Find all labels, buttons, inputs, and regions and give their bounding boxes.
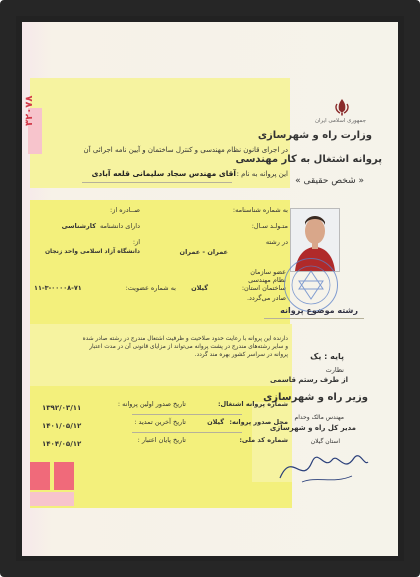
- emblem-caption: جمهوری اسلامی ایران: [314, 118, 366, 124]
- official-stamp: [284, 258, 338, 312]
- pink-square: [54, 462, 74, 490]
- field-label: در رشته: [265, 238, 288, 246]
- license-number-label: شماره پروانه اشتغال:: [217, 400, 288, 408]
- engineer: مهندس مالک وحدام: [294, 414, 344, 421]
- university: دانشگاه آزاد اسلامی واحد زنجان: [44, 248, 140, 255]
- yellow-block-middle: [30, 200, 290, 324]
- license-document: [22, 22, 398, 556]
- pink-strip: [30, 492, 74, 506]
- last-renewal-label: تاریخ آخرین تمدید :: [134, 418, 186, 426]
- expiry-label: تاریخ پایان اعتبار :: [137, 436, 186, 444]
- grade: پایه : یک: [310, 352, 344, 361]
- degree-label: دارای دانشنامه: [99, 222, 140, 230]
- membership-number: ۱۱-۳-۰۰۰۰۸-۷۱: [34, 284, 82, 292]
- national-code-label: شماره کد ملی:: [239, 436, 288, 444]
- membership-label: به شماره عضویت:: [125, 284, 176, 292]
- serial-number: ۳۲۰۷۸: [24, 95, 35, 126]
- province-office: استان گیلان: [310, 438, 340, 445]
- license-title: پروانه اشتغال به کار مهندسی: [235, 154, 382, 165]
- divider: [132, 414, 242, 415]
- ministry-title: وزارت راه و شهرسازی: [257, 130, 372, 141]
- id-number-label: به شماره شناسنامه:: [232, 206, 288, 214]
- from-label: از:: [132, 238, 140, 246]
- issue-place-value: گیلان: [207, 418, 224, 426]
- divider: [264, 318, 364, 319]
- director: مدیر کل راه و شهرسازی: [269, 424, 356, 432]
- law-line: در اجرای قانون نظام مهندسی و کنترل ساختمان و آیین نامه اجرائی آن: [83, 146, 288, 154]
- issue-place-label: محل صدور پروانه:: [229, 418, 288, 426]
- province: گیلان: [191, 284, 208, 292]
- minister: وزیر راه و شهرسازی: [263, 392, 368, 403]
- member-line-3: ساختمان استان:: [241, 284, 286, 292]
- stamp-text: رشته موضوع پروانه: [280, 306, 358, 315]
- note-line-3: پروانه در سراسر کشور بهره مند گردد.: [194, 352, 288, 358]
- first-issue-label: تاریخ صدور اولین پروانه :: [117, 400, 186, 408]
- first-issue-value: ۱۳۹۲/۰۳/۱۱: [42, 404, 82, 412]
- last-renewal-value: ۱۴۰۱/۰۵/۱۲: [42, 422, 82, 430]
- note-line-2: و سایر رشته‌های مندرج در پشت پروانه می‌تواند از مزایای قانونی آن در مدت اعتبار: [89, 344, 288, 350]
- person-type: « شخص حقیقی »: [295, 176, 364, 186]
- emblem-icon: [334, 98, 350, 116]
- issued-statement: صادر می‌گردد.: [246, 294, 286, 302]
- divider: [82, 182, 232, 183]
- member-line-1: عضو سازمان: [250, 268, 286, 276]
- expiry-value: ۱۴۰۴/۰۵/۱۲: [42, 440, 82, 448]
- competence: نظارت: [325, 366, 344, 374]
- holder-name: آقای مهندس سجاد سلیمانی قلعه آبادی: [91, 169, 236, 178]
- member-line-2: نظام مهندسی: [248, 276, 286, 284]
- degree-value: کارشناسی: [61, 222, 96, 230]
- issued-from-label: صــادره از:: [110, 206, 140, 214]
- field-value: عمران - عمران: [179, 248, 228, 256]
- birth-label: متـولـد سـال:: [251, 222, 288, 230]
- pink-square: [30, 462, 50, 490]
- on-behalf: از طرف رستم قاسمی: [270, 376, 348, 384]
- signature-icon: [272, 440, 372, 490]
- issued-to-label: این پروانه به نام :: [236, 170, 288, 178]
- note-line-1: دارنده این پروانه با رعایت حدود صلاحیت و ظرفیت اشتغال مندرج در رشته صادر شده: [82, 336, 288, 342]
- divider: [132, 432, 242, 433]
